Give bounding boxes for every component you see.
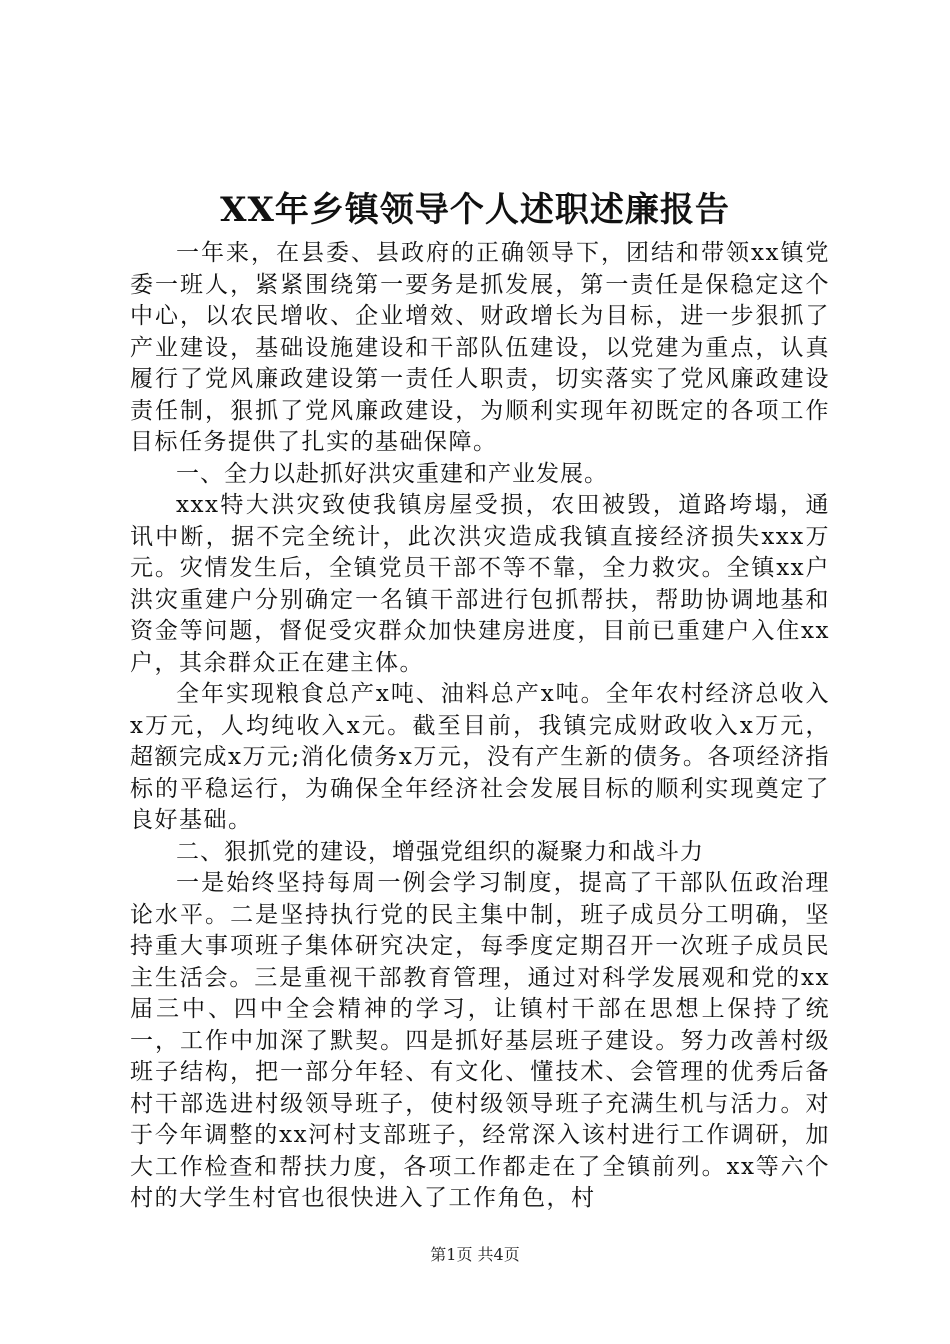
page-number-footer: 第1页 共4页 [430, 1245, 520, 1264]
paragraph-intro: 一年来，在县委、县政府的正确领导下，团结和带领xx镇党委一班人，紧紧围绕第一要务是抓发展，第一责任是保稳定这个中心，以农民增收、企业增效、财政增长为目标，进一步狠抓了产业建设，基础设施建设和干部队伍建设，以党建为重点，认真履行了党风廉政建设第一责任人职责，切实落实了党风廉政建设责任制，狠抓了党风廉政建设，为顺利实现年初既定的各项工作目标任务提供了扎实的基础保障。 [130, 240, 830, 455]
section-heading-2: 二、狠抓党的建设，增强党组织的凝聚力和战斗力 [176, 838, 704, 865]
document-body [130, 238, 830, 1215]
paragraph-economy: 全年实现粮食总产x吨、油料总产x吨。全年农村经济总收入x万元，人均纯收入x元。截至目前，我镇完成财政收入x万元，超额完成x万元;消化债务x万元，没有产生新的债务。各项经济指标的平稳运行，为确保全年经济社会发展目标的顺利实现奠定了良好基础。 [130, 681, 830, 833]
paragraph-flood-recovery: xxx特大洪灾致使我镇房屋受损，农田被毁，道路垮塌，通讯中断，据不完全统计，此次洪灾造成我镇直接经济损失xxx万元。灾情发生后，全镇党员干部不等不靠，全力救灾。全镇xx户洪灾重建户分别确定一名镇干部进行包抓帮扶，帮助协调地基和资金等问题，督促受灾群众加快建房进度，目前已重建户入住xx户，其余群众正在建主体。 [130, 492, 830, 676]
paragraph-party-building: 一是始终坚持每周一例会学习制度，提高了干部队伍政治理论水平。二是坚持执行党的民主集中制，班子成员分工明确，坚持重大事项班子集体研究决定，每季度定期召开一次班子成员民主生活会。三是重视干部教育管理，通过对科学发展观和党的xx届三中、四中全会精神的学习，让镇村干部在思想上保持了统一，工作中加深了默契。四是抓好基层班子建设。努力改善村级班子结构，把一部分年轻、有文化、懂技术、会管理的优秀后备村干部选进村级领导班子，使村级领导班子充满生机与活力。对于今年调整的xx河村支部班子，经常深入该村进行工作调研，加大工作检查和帮扶力度，各项工作都走在了全镇前列。xx等六个村的大学生村官也很快进入了工作角色，村 [130, 870, 830, 1211]
section-heading-1: 一、全力以赴抓好洪灾重建和产业发展。 [176, 460, 608, 487]
document-title: XX年乡镇领导个人述职述廉报告 [220, 190, 730, 230]
